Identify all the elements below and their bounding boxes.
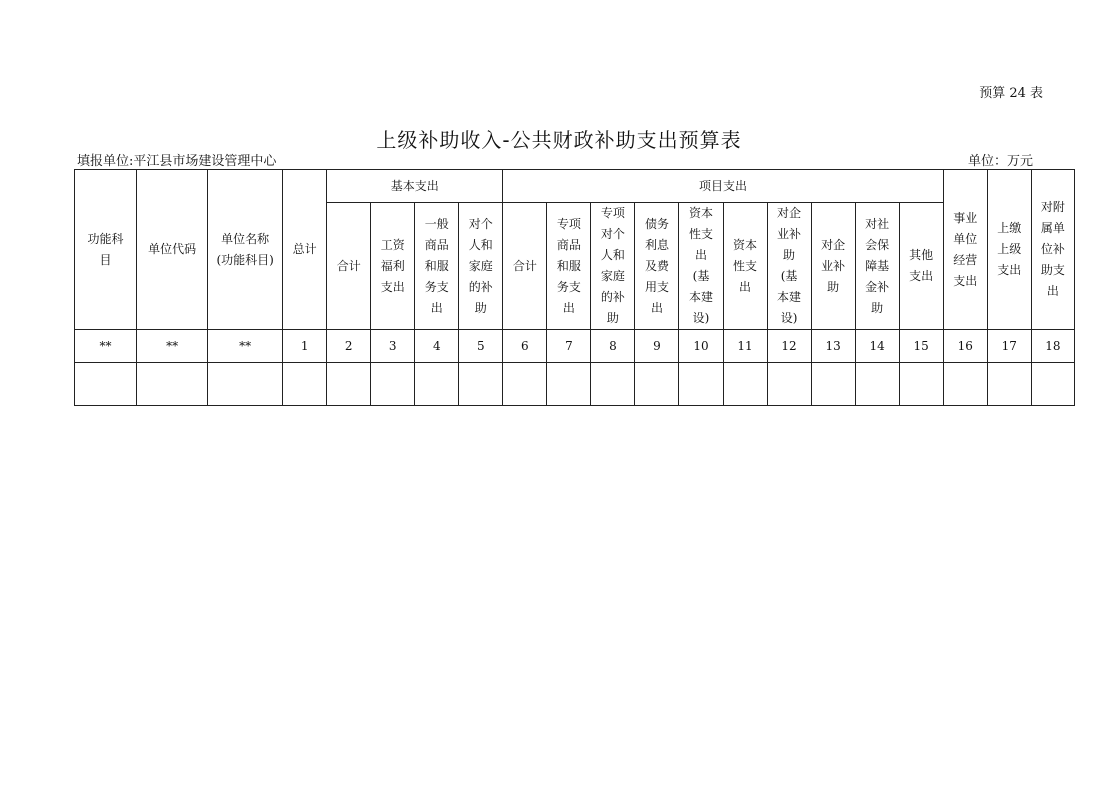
index-row — [75, 330, 1075, 363]
table-cell — [855, 363, 899, 406]
table-cell — [75, 363, 137, 406]
table-cell — [723, 363, 767, 406]
index-cell: ** — [137, 330, 208, 363]
index-cell: 14 — [855, 330, 899, 363]
table-cell — [208, 363, 283, 406]
header-col-12: 对企业补助(基本建设) — [767, 203, 811, 330]
header-col-8: 专项对个人和家庭的补助 — [591, 203, 635, 330]
table-cell — [415, 363, 459, 406]
index-cell: 8 — [591, 330, 635, 363]
index-cell: ** — [75, 330, 137, 363]
index-cell: 9 — [635, 330, 679, 363]
header-unit-name: 单位名称 (功能科目) — [208, 170, 283, 330]
index-cell: 16 — [943, 330, 987, 363]
table-cell — [547, 363, 591, 406]
index-cell: 7 — [547, 330, 591, 363]
table-cell — [987, 363, 1031, 406]
header-total: 总计 — [283, 170, 327, 330]
header-function-subject: 功能科目 — [75, 170, 137, 330]
header-col-6: 合计 — [503, 203, 547, 330]
index-cell: 1 — [283, 330, 327, 363]
table-cell — [679, 363, 723, 406]
table-cell — [137, 363, 208, 406]
header-col-17: 上缴上级支出 — [987, 170, 1031, 330]
index-cell: 5 — [459, 330, 503, 363]
header-col-13: 对企业补助 — [811, 203, 855, 330]
empty-data-row — [75, 363, 1075, 406]
index-cell: 15 — [899, 330, 943, 363]
header-col-5: 对个人和家庭的补助 — [459, 203, 503, 330]
header-col-7: 专项商品和服务支出 — [547, 203, 591, 330]
index-cell: 3 — [371, 330, 415, 363]
table-cell — [635, 363, 679, 406]
table-cell — [327, 363, 371, 406]
page-title: 上级补助收入-公共财政补助支出预算表 — [376, 128, 742, 152]
index-cell: 12 — [767, 330, 811, 363]
index-cell: 10 — [679, 330, 723, 363]
money-unit-label: 单位：万元 — [967, 154, 1033, 169]
header-col-14: 对社会保障基金补助 — [855, 203, 899, 330]
header-col-15: 其他支出 — [899, 203, 943, 330]
table-cell — [371, 363, 415, 406]
index-cell: 13 — [811, 330, 855, 363]
index-cell: 6 — [503, 330, 547, 363]
fill-unit-label: 填报单位:平江县市场建设管理中心 — [77, 154, 277, 169]
header-col-10: 资本性支出(基本建设) — [679, 203, 723, 330]
table-cell — [943, 363, 987, 406]
header-basic-expenditure: 基本支出 — [327, 170, 503, 203]
index-cell: 17 — [987, 330, 1031, 363]
table-cell — [767, 363, 811, 406]
header-col-18: 对附属单位补助支出 — [1031, 170, 1074, 330]
header-col-2: 合计 — [327, 203, 371, 330]
table-cell — [899, 363, 943, 406]
index-cell: ** — [208, 330, 283, 363]
table-cell — [503, 363, 547, 406]
header-col-4: 一般商品和服务支出 — [415, 203, 459, 330]
index-cell: 4 — [415, 330, 459, 363]
table-cell — [1031, 363, 1074, 406]
table-cell — [459, 363, 503, 406]
index-cell: 18 — [1031, 330, 1074, 363]
index-cell: 2 — [327, 330, 371, 363]
header-col-16: 事业单位经营支出 — [943, 170, 987, 330]
budget-table — [74, 169, 1075, 406]
header-col-9: 债务利息及费用支出 — [635, 203, 679, 330]
header-col-11: 资本性支出 — [723, 203, 767, 330]
table-cell — [591, 363, 635, 406]
header-col-3: 工资福利支出 — [371, 203, 415, 330]
table-cell — [283, 363, 327, 406]
header-project-expenditure: 项目支出 — [503, 170, 943, 203]
header-unit-code: 单位代码 — [137, 170, 208, 330]
table-cell — [811, 363, 855, 406]
table-code: 预算 24 表 — [979, 86, 1043, 101]
index-cell: 11 — [723, 330, 767, 363]
